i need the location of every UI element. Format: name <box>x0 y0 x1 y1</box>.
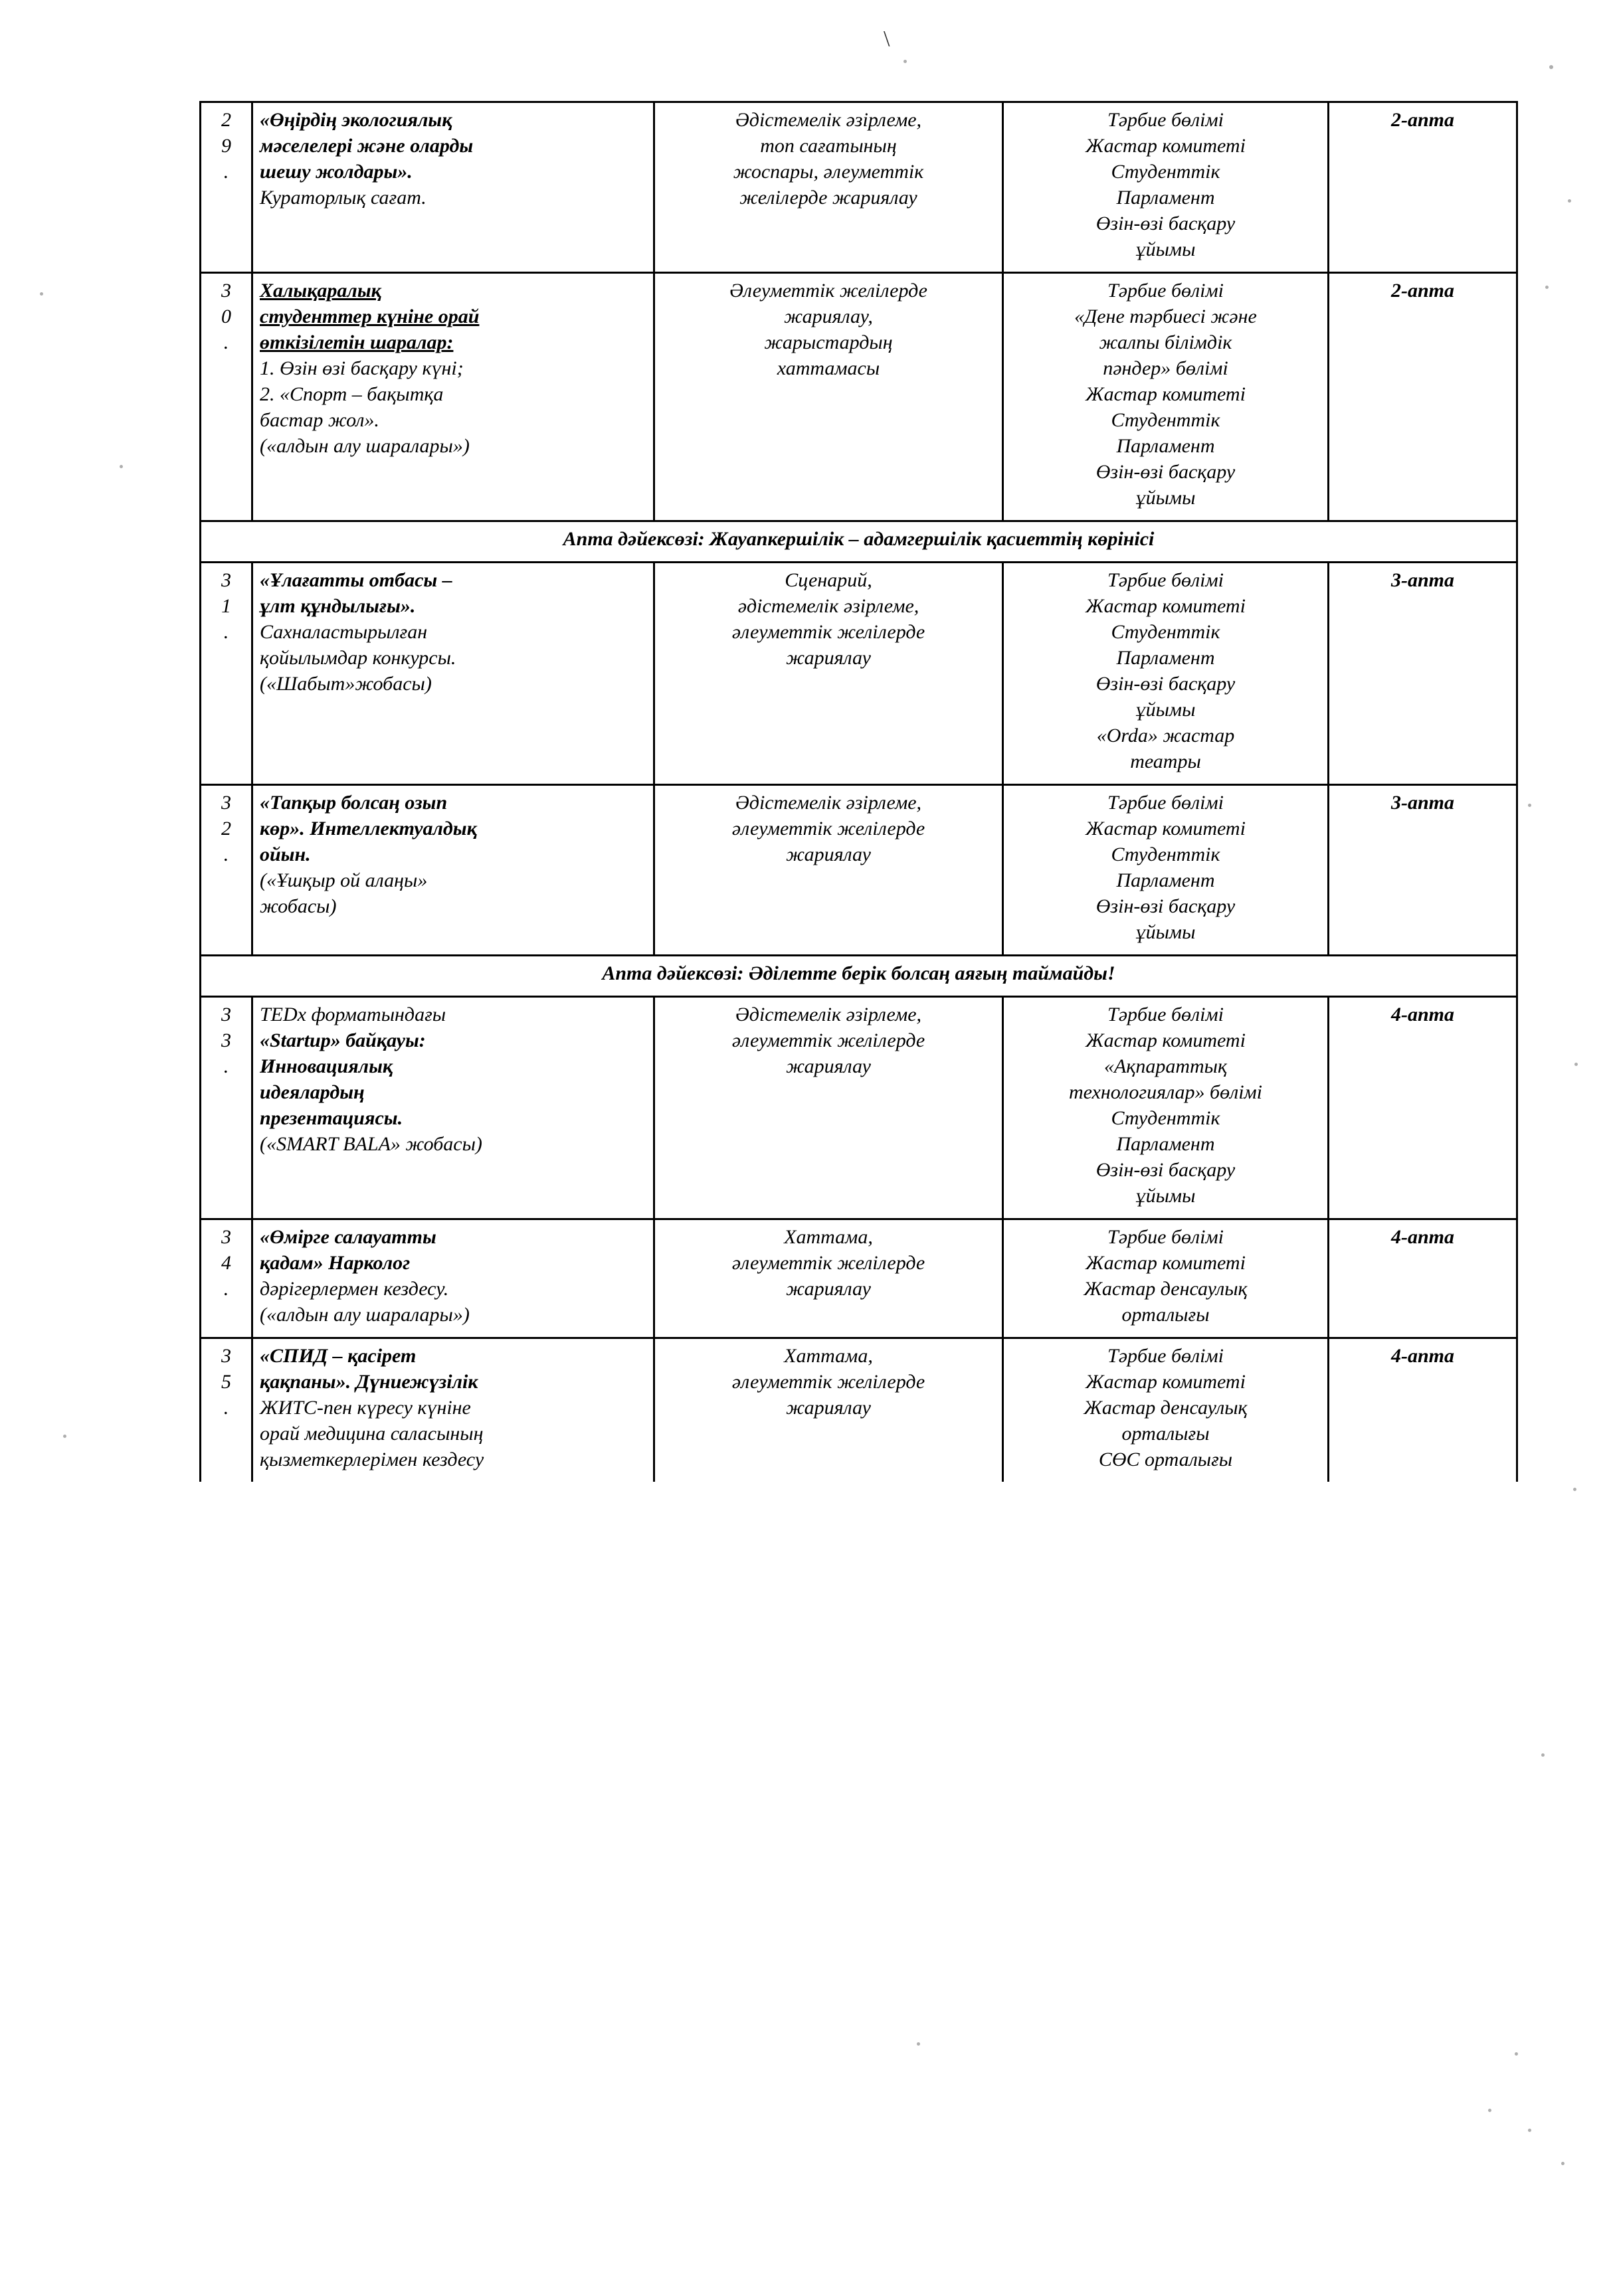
activity-cell <box>252 1338 654 1482</box>
weekly-quote-text: Апта дәйексөзі: Жауапкершілік – адамгершілік қасиеттің көрінісі <box>201 521 1517 563</box>
department-line: Жастар денсаулық <box>1084 1397 1248 1419</box>
weekly-quote-row <box>201 956 1517 997</box>
row-number-digit: 3 <box>221 1226 231 1248</box>
activity-line: шешу жолдары». <box>260 161 413 183</box>
result-line: топ сағатының <box>760 135 897 157</box>
row-number-dot: . <box>223 1278 229 1300</box>
department-line: Студенттік <box>1111 1107 1220 1129</box>
result-line: жоспары, әлеуметтік <box>733 161 924 183</box>
department-line: Жастар комитеті <box>1086 383 1246 405</box>
department-line: Парламент <box>1116 435 1215 457</box>
result-cell <box>654 273 1003 521</box>
department-line: Өзін-өзі басқару <box>1095 1159 1236 1181</box>
activity-line: («Ұшқыр ой алаңы» <box>260 869 428 891</box>
activity-line: қызметкерлерімен кездесу <box>260 1449 484 1470</box>
department-cell <box>1003 1338 1329 1482</box>
activity-line: Сахналастырылған <box>260 621 428 643</box>
result-line: желілерде жариялау <box>739 187 917 209</box>
department-line: Студенттік <box>1111 161 1220 183</box>
row-number-cell <box>201 1219 252 1338</box>
row-number-dot: . <box>223 1055 229 1077</box>
department-line: Жастар комитеті <box>1086 1371 1246 1393</box>
department-cell <box>1003 563 1329 785</box>
activity-line: Инновациялық <box>260 1055 393 1077</box>
row-number-digit: 3 <box>221 280 231 302</box>
department-line: Жастар комитеті <box>1086 1252 1246 1274</box>
activity-line: «Өмірге салауатты <box>260 1226 436 1248</box>
activity-line: («алдын алу шаралары») <box>260 435 470 457</box>
department-cell <box>1003 273 1329 521</box>
activity-line: 2. «Спорт – бақытқа <box>260 383 444 405</box>
scan-speckle <box>1528 804 1531 807</box>
weekly-quote-row <box>201 521 1517 563</box>
result-line: жариялау, <box>784 306 873 327</box>
result-line: Хаттама, <box>784 1345 873 1367</box>
department-line: «Дене тәрбиесі және <box>1074 306 1257 327</box>
department-line: ұйымы <box>1135 238 1196 260</box>
activity-line: дәрігерлермен кездесу. <box>260 1278 449 1300</box>
activity-cell <box>252 997 654 1219</box>
table-row <box>201 102 1517 273</box>
week-cell: 4-апта <box>1329 1219 1517 1338</box>
activity-line: «Ұлағатты отбасы – <box>260 569 452 591</box>
result-line: әдістемелік әзірлеме, <box>737 595 919 617</box>
activity-line: ЖИТС-пен күресу күніне <box>260 1397 471 1419</box>
week-cell: 2-апта <box>1329 102 1517 273</box>
department-line: Жастар денсаулық <box>1084 1278 1248 1300</box>
table-row <box>201 1338 1517 1482</box>
scan-speckle <box>1488 2109 1491 2112</box>
result-line: жарыстардың <box>764 331 893 353</box>
activity-line: жобасы) <box>260 895 337 917</box>
department-line: ұйымы <box>1135 921 1196 943</box>
scan-speckle <box>1549 65 1553 69</box>
table-row <box>201 273 1517 521</box>
department-line: Жастар комитеті <box>1086 135 1246 157</box>
result-line: Сценарий, <box>785 569 872 591</box>
activity-line: TEDx форматындағы <box>260 1004 446 1025</box>
table-body <box>201 102 1517 1482</box>
row-number-digit: 2 <box>221 109 231 131</box>
activity-line-underlined: студенттер күніне орай <box>260 306 480 327</box>
scan-speckle <box>1574 1063 1578 1066</box>
row-number-dot: . <box>223 1397 229 1419</box>
activity-line-underlined: Халықаралық <box>260 280 381 302</box>
row-number-dot: . <box>223 331 229 353</box>
week-cell: 3-апта <box>1329 785 1517 956</box>
result-line: әлеуметтік желілерде <box>731 1252 925 1274</box>
scan-speckle <box>1573 1488 1576 1491</box>
department-line: «Ақпараттық <box>1103 1055 1228 1077</box>
activity-line: ойын. <box>260 843 311 865</box>
result-line: жариялау <box>786 1278 871 1300</box>
department-line: Тәрбие бөлімі <box>1107 109 1224 131</box>
department-line: Тәрбие бөлімі <box>1107 569 1224 591</box>
result-line: әлеуметтік желілерде <box>731 621 925 643</box>
activity-line: қойылымдар конкурсы. <box>260 647 456 669</box>
table-row <box>201 997 1517 1219</box>
department-line: Өзін-өзі басқару <box>1095 213 1236 234</box>
department-line: Студенттік <box>1111 409 1220 431</box>
result-line: жариялау <box>786 1055 871 1077</box>
activity-line: мәселелері және оларды <box>260 135 474 157</box>
result-cell <box>654 1338 1003 1482</box>
row-number-cell <box>201 785 252 956</box>
activity-line: («Шабыт»жобасы) <box>260 673 432 695</box>
table-row <box>201 1219 1517 1338</box>
result-line: әлеуметтік желілерде <box>731 818 925 839</box>
activity-line: («SMART BALA» жобасы) <box>260 1133 482 1155</box>
row-number-digit: 5 <box>221 1371 231 1393</box>
row-number-dot: . <box>223 621 229 643</box>
department-line: технологиялар» бөлімі <box>1068 1081 1263 1103</box>
department-line: Тәрбие бөлімі <box>1107 1004 1224 1025</box>
department-line: Тәрбие бөлімі <box>1107 1226 1224 1248</box>
department-line: Студенттік <box>1111 621 1220 643</box>
week-cell: 3-апта <box>1329 563 1517 785</box>
department-cell <box>1003 997 1329 1219</box>
activity-line: «СПИД – қасірет <box>260 1345 417 1367</box>
result-line: Әдістемелік әзірлеме, <box>735 792 922 814</box>
result-cell <box>654 563 1003 785</box>
week-cell: 4-апта <box>1329 997 1517 1219</box>
scan-speckle <box>917 2042 920 2046</box>
activity-line: қақпаны». Дүниежүзілік <box>260 1371 478 1393</box>
row-number-digit: 1 <box>221 595 231 617</box>
row-number-digit: 3 <box>221 1004 231 1025</box>
activity-line: «Startup» байқауы: <box>260 1029 426 1051</box>
row-number-digit: 2 <box>221 818 231 839</box>
week-cell: 2-апта <box>1329 273 1517 521</box>
activity-cell <box>252 1219 654 1338</box>
department-line: Тәрбие бөлімі <box>1107 1345 1224 1367</box>
result-cell <box>654 785 1003 956</box>
row-number-digit: 4 <box>221 1252 231 1274</box>
department-cell <box>1003 1219 1329 1338</box>
row-number-digit: 9 <box>221 135 231 157</box>
row-number-dot: . <box>223 161 229 183</box>
department-line: Тәрбие бөлімі <box>1107 792 1224 814</box>
department-line: орталығы <box>1121 1304 1210 1326</box>
department-line: Студенттік <box>1111 843 1220 865</box>
activity-line: «Тапқыр болсаң озып <box>260 792 448 814</box>
department-line: ұйымы <box>1135 699 1196 721</box>
result-line: Әдістемелік әзірлеме, <box>735 109 922 131</box>
department-line: «Orda» жастар <box>1096 725 1235 747</box>
activity-line-underlined: өткізілетін шаралар: <box>260 331 454 353</box>
result-line: жариялау <box>786 843 871 865</box>
scan-speckle <box>903 60 907 63</box>
department-line: Тәрбие бөлімі <box>1107 280 1224 302</box>
row-number-cell <box>201 102 252 273</box>
result-line: Әлеуметтік желілерде <box>729 280 927 302</box>
activity-line: «Өңірдің экологиялық <box>260 109 452 131</box>
department-line: Өзін-өзі басқару <box>1095 461 1236 483</box>
result-line: хаттамасы <box>777 357 880 379</box>
activity-line: («алдын алу шаралары») <box>260 1304 470 1326</box>
department-line: ұйымы <box>1135 1185 1196 1207</box>
department-line: Парламент <box>1116 869 1215 891</box>
department-line: Парламент <box>1116 1133 1215 1155</box>
department-line: ұйымы <box>1135 487 1196 509</box>
department-line: пәндер» бөлімі <box>1103 357 1228 379</box>
activity-line: идеялардың <box>260 1081 365 1103</box>
table-row <box>201 785 1517 956</box>
department-line: Парламент <box>1116 187 1215 209</box>
scan-speckle <box>1561 2162 1564 2165</box>
result-line: Әдістемелік әзірлеме, <box>735 1004 922 1025</box>
department-line: орталығы <box>1121 1423 1210 1445</box>
result-line: Хаттама, <box>784 1226 873 1248</box>
department-line: Өзін-өзі басқару <box>1095 673 1236 695</box>
department-line: Жастар комитеті <box>1086 1029 1246 1051</box>
activity-cell <box>252 563 654 785</box>
activity-line: презентациясы. <box>260 1107 403 1129</box>
scan-speckle <box>1545 286 1549 289</box>
row-number-cell <box>201 563 252 785</box>
week-cell: 4-апта <box>1329 1338 1517 1482</box>
scan-speckle <box>120 465 123 468</box>
activity-line: қадам» Нарколог <box>260 1252 411 1274</box>
activity-line: Кураторлық сағат. <box>260 187 426 209</box>
department-line: Парламент <box>1116 647 1215 669</box>
row-number-digit: 3 <box>221 1029 231 1051</box>
weekly-quote-text: Апта дәйексөзі: Әділетте берік болсаң аяғың таймайды! <box>201 956 1517 997</box>
scan-speckle <box>1528 2129 1531 2132</box>
activity-line: ұлт құндылығы». <box>260 595 416 617</box>
scan-speckle <box>1568 199 1571 203</box>
activity-line: 1. Өзін өзі басқару күні; <box>260 357 464 379</box>
row-number-digit: 3 <box>221 1345 231 1367</box>
activity-plan-table <box>199 101 1518 1482</box>
table-row <box>201 563 1517 785</box>
activity-cell <box>252 785 654 956</box>
department-line: Жастар комитеті <box>1086 818 1246 839</box>
row-number-digit: 0 <box>221 306 231 327</box>
department-cell <box>1003 102 1329 273</box>
result-line: жариялау <box>786 647 871 669</box>
activity-cell <box>252 102 654 273</box>
row-number-dot: . <box>223 843 229 865</box>
row-number-cell <box>201 273 252 521</box>
scan-speckle <box>1515 2052 1518 2056</box>
row-number-digit: 3 <box>221 792 231 814</box>
scan-tick-mark: \ <box>884 27 890 51</box>
activity-line: көр». Интеллектуалдық <box>260 818 477 839</box>
activity-cell <box>252 273 654 521</box>
department-line: Өзін-өзі басқару <box>1095 895 1236 917</box>
scan-speckle <box>40 292 43 296</box>
activity-line: бастар жол». <box>260 409 379 431</box>
scan-speckle <box>1541 1753 1545 1757</box>
scan-speckle <box>63 1435 66 1438</box>
result-line: әлеуметтік желілерде <box>731 1371 925 1393</box>
result-cell <box>654 102 1003 273</box>
result-cell <box>654 997 1003 1219</box>
result-line: жариялау <box>786 1397 871 1419</box>
activity-line: орай медицина саласының <box>260 1423 484 1445</box>
department-line: театры <box>1130 751 1201 772</box>
department-line: Жастар комитеті <box>1086 595 1246 617</box>
department-cell <box>1003 785 1329 956</box>
row-number-cell <box>201 997 252 1219</box>
result-line: әлеуметтік желілерде <box>731 1029 925 1051</box>
result-cell <box>654 1219 1003 1338</box>
row-number-cell <box>201 1338 252 1482</box>
department-line: жалпы білімдік <box>1099 331 1232 353</box>
department-line: СӨС орталығы <box>1098 1449 1233 1470</box>
row-number-digit: 3 <box>221 569 231 591</box>
